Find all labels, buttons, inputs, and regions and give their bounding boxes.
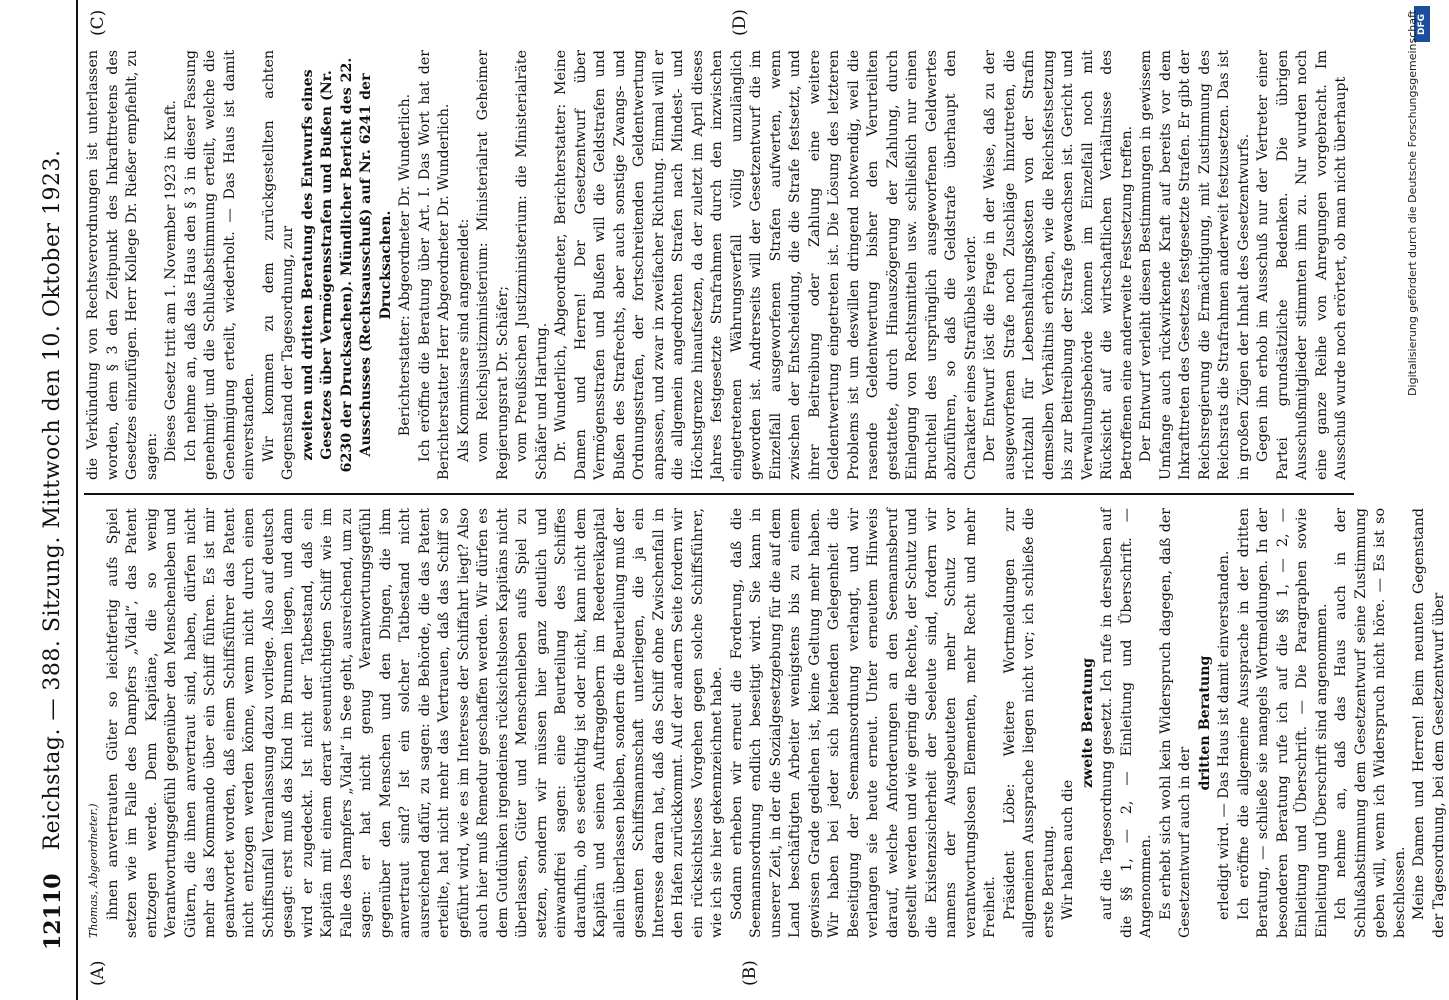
right-column-paragraph: zweiten und dritten Beratung des Entwurfs eines Gesetzes über Vermögensstrafen und Bußen (Nr. 6230 der Drucksachen). Mündlicher Bericht des 22. Ausschusses (Rechtsausschuß) auf Nr. 6241 der Drucksachen.: [299, 57, 394, 473]
left-column-paragraph: Ich nehme an, daß das Haus auch in der Schlußabstimmung dem Gesetzentwurf seine Zustimmung geben will, wenn ich Widerspruch nicht höre. — Es ist so beschlossen.: [1333, 508, 1408, 938]
running-head: Reichstag. — 388. Sitzung. Mittwoch den 10. Oktober 1923.: [40, 149, 65, 851]
right-column-paragraph: Der Entwurf verleiht diesen Bestimmungen in gewissem Umfange auch rückwirkende Kraft auf bereits vor dem Inkrafttreten des Gesetzes festgesetzte Strafen. Er gibt der Reichsregierung die Ermächtigung, mit Zustimmung des Reichsrats die Strafrahmen anderweit festzusetzen. Das ist in großen Zügen der Inhalt des Gesetzentwurfs.: [1138, 50, 1252, 480]
right-column-paragraph: Dieses Gesetz tritt am 1. November 1923 in Kraft.: [163, 100, 179, 462]
right-column-paragraph: vom Preußischen Justizministerium: die Ministerialräte Schäfer und Hartung.: [514, 50, 550, 480]
column-divider: [84, 493, 1354, 495]
left-column: [84, 508, 1447, 938]
right-column-paragraph: Wir kommen zu dem zurückgestellten achten Gegenstand der Tagesordnung, zur: [260, 50, 296, 480]
right-column-paragraph: Ich nehme an, daß das Haus den § 3 in dieser Fassung genehmigt und die Schlußabstimmung erteilt, welche die Genehmigung erteilt, wiederholt. — Das Haus ist damit einverstanden.: [182, 50, 257, 480]
left-column-paragraph: Wir haben auch die: [1060, 779, 1076, 920]
right-column-paragraph: Der Entwurf löst die Frage in der Weise, daß zu der ausgeworfenen Strafe noch Zuschläge hinzutreten, die richtzahl für Lebenshaltungskosten von der Strafin demselben Verhältnis erhöhen, wie die Reichsfestsetzung bis zur Beitreibung der Strafe gewachsen ist. Gericht und Verwaltungsbehörde können im Einzelfall noch mit Rücksicht auf die wirtschaftlichen Verhältnisse des Betroffenen eine anderweite Festsetzung treffen.: [982, 50, 1135, 480]
margin-mark-a: (A): [88, 960, 108, 986]
margin-mark-c: (C): [88, 9, 108, 36]
margin-mark-d: (D): [730, 9, 750, 36]
left-column-paragraph: Sodann erheben wir erneut die Forderung, daß die Seemannsordnung endlich beseitigt wird. Sie kann in unserer Zeit, in der die Sozialgesetzgebung für die auf dem Land beschäftigten Arbeiter wenigstens bis zu einem gewissen Grade gediehen ist, keine Geltung mehr haben. Wir haben bei jeder sich bietenden Gelegenheit die Beseitigung der Seemannsordnung verlangt, und wir verlangen sie heute erneut. Unter erneutem Hinweis darauf, welche Anforderungen an den Seemannsberuf gestellt werden und wie gering die Rechte, der Schutz und die Existenzsicherheit der Seeleute sind, fordern wir namens der Ausgebeuteten mehr Schutz vor verantwortungslosen Elementen, mehr Recht und mehr Freiheit.: [728, 508, 998, 938]
page-header: [30, 0, 78, 1000]
left-column-paragraph: Meine Damen und Herren! Beim neunten Gegenstand der Tagesordnung, bei dem Gesetzentwurf über: [1411, 508, 1447, 938]
left-column-paragraph: zweite Beratung: [1079, 658, 1096, 788]
left-column-paragraph: auf die Tagesordnung gesetzt. Ich rufe in derselben auf die §§ 1, — 2, — Einleitung und Überschrift. — Angenommen.: [1099, 508, 1154, 938]
left-column-paragraph: Ich eröffne die allgemeine Aussprache in der dritten Beratung, — schließe sie mangels Wortmeldungen. In der besonderen Beratung rufe ich auf die §§ 1, — 2, — Einleitung und Überschrift. — Die Paragraphen sowie Einleitung und Überschrift sind angenommen.: [1235, 508, 1330, 938]
digitization-note: Digitalisierung gefördert durch die Deutsche Forschungsgemeinschaft: [1406, 10, 1419, 396]
left-column-paragraph: Es erhebt sich wohl kein Widerspruch dagegen, daß der Gesetzentwurf auch in der: [1157, 508, 1193, 938]
left-column-paragraph: dritten Beratung: [1196, 655, 1213, 791]
right-column-paragraph: Berichterstatter: Abgeordneter Dr. Wunderlich.: [397, 93, 413, 437]
right-column-paragraph: die Verkündung von Rechtsverordnungen ist unterlassen worden, dem § 3 den Zeitpunkt des Inkrafttretens des Gesetzes einzufügen. Herr Kollege Dr. Rießer empfiehlt, zu sagen:: [85, 50, 160, 480]
right-column-paragraph: Ich eröffne die Beratung über Art. I. Das Wort hat der Berichterstatter Herr Abgeordneter Dr. Wunderlich.: [416, 50, 452, 480]
left-column-paragraph: ihnen anvertrauten Güter so leichtfertig aufs Spiel setzen wie im Falle des Dampfers „Vidal“, das Patent entzogen werde. Denn Kapitäne, die so wenig Verantwortungsgefühl gegenüber den Menschenleben und Gütern, die ihnen anvertraut sind, haben, dürfen nicht mehr das Kommando über ein Schiff führen. Es ist mir geantwortet worden, daß einem Schiffsführer das Patent nicht entzogen werden könne, wenn nicht durch einen Schiffsunfall Veranlassung dazu vorliege. Also auf deutsch gesagt: erst muß das Kind im Brunnen liegen, und dann wird er zugedeckt. Ist nicht der Tatbestand, daß ein Kapitän mit einem derart seeuntüchtigen Schiff wie im Falle des Dampfers „Vidal“ in See geht, ausreichend, um zu sagen: er hat nicht genug Verantwortungsgefühl gegenüber den Menschen und den Dingen, die ihm anvertraut sind? Ist ein solcher Tatbestand nicht ausreichend dafür, zu sagen: die Behörde, die das Patent erteilte, hat nicht mehr das Vertrauen, daß das Schiff so geführt wird, wie es im Interesse der Schiffahrt liegt? Also auch hier muß Remedur geschaffen werden. Wir dürfen es dem Gutdünken irgendeines rücksichtslosen Kapitäns nicht überlassen, Güter und Menschenleben aufs Spiel zu setzen, sondern wir müssen hier ganz deutlich und einwandfrei sagen: eine Beurteilung des Schiffes daraufhin, ob es seetüchtig ist oder nicht, kann nicht dem Kapitän und seinen Auftraggebern im Reedereikapital allein überlassen bleiben, sondern die Beurteilung muß der gesamten Schiffsmannschaft unterliegen, die ja ein Interesse daran hat, daß das Schiff ohne Zwischenfall in den Hafen zurückkommt. Auf der andern Seite fordern wir ein rücksichtsloses Vorgehen gegen solche Schiffsführer, wie ich sie hier gekennzeichnet habe.: [104, 508, 725, 938]
left-column-paragraph: Thomas, Abgeordneter.): [87, 803, 100, 938]
dfg-logo: DFG: [1414, 6, 1430, 42]
right-column-paragraph: Gegen ihn erhob im Ausschuß nur der Vertreter einer Partei grundsätzliche Bedenken. Die übrigen Ausschußmitglieder stimmten ihm zu. Nur wurden noch eine ganze Reihe von Anregungen vorgebracht. Im Ausschuß wurde noch erörtert, ob man nicht überhaupt: [1255, 50, 1349, 480]
margin-mark-b: (B): [740, 960, 760, 986]
right-column-paragraph: Als Kommissare sind angemeldet:: [455, 218, 472, 462]
left-column-paragraph: erledigt wird. — Das Haus ist damit einverstanden.: [1216, 550, 1232, 920]
page-number: 12110: [40, 873, 66, 950]
right-column-paragraph: vom Reichsjustizministerium: Ministerialrat Geheimer Regierungsrat Dr. Schäfer;: [475, 50, 511, 480]
right-column-paragraph: Dr. Wunderlich, Abgeordneter, Berichterstatter: Meine Damen und Herren! Der Gesetzentwurf über Vermögensstrafen und Bußen will die Geldstrafen und Bußen des Strafrechts, aber auch sonstige Zwangs- und Ordnungsstrafen, der fortschreitenden Geldentwertung anpassen, und zwar in zweifacher Richtung. Einmal will er die allgemein angedrohten Strafen nach Mindest- und Höchstgrenze hinaufsetzen, da der zuletzt im April dieses Jahres festgesetzte Strafrahmen durch den inzwischen eingetretenen Währungsverfall völlig unzulänglich geworden ist. Andrerseits will der Gesetzentwurf die im Einzelfall ausgeworfenen Strafen aufwerten, wenn zwischen der Entscheidung, die die Strafe festsetzt, und ihrer Beitreibung oder Zahlung eine weitere Geldentwertung eingetreten ist. Die Lösung des letzteren Problems ist um deswillen dringend notwendig, weil die rasende Geldentwertung bisher den Verurteilten gestattete, durch Hinauszögerung der Zahlung, durch Einlegung von Rechtsmitteln usw. schließlich nur einen Bruchteil des ursprünglich ausgeworfenen Geldwertes abzuführen, so daß die Geldstrafe überhaupt den Charakter eines Strafübels verlor.: [553, 50, 979, 480]
left-column-paragraph: Präsident Löbe: Weitere Wortmeldungen zur allgemeinen Aussprache liegen nicht vor; ich schließe die erste Beratung.: [1001, 508, 1057, 938]
right-column: [84, 50, 1360, 480]
